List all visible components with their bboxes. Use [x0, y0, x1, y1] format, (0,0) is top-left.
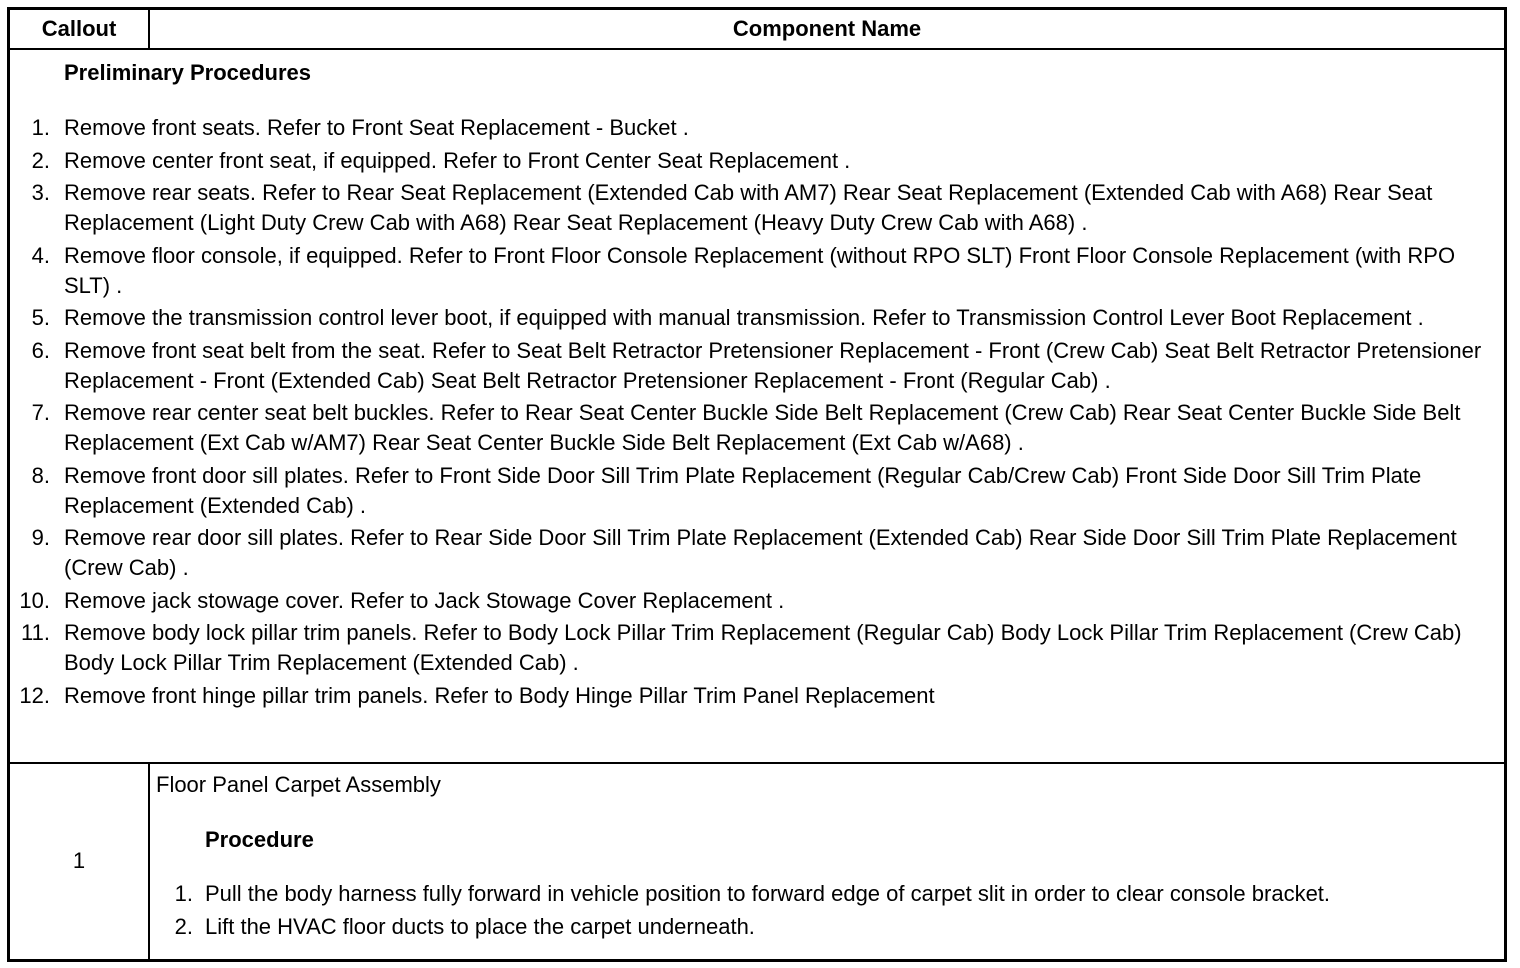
step-text: Remove body lock pillar trim panels. Refer to Body Lock Pillar Trim Replacement (Regular Cab) Body Lock Pillar Trim Replacement (Crew Cab) Body Lock Pillar Trim Replacement (Extended Cab) . — [64, 620, 1462, 675]
step-number: 4. — [31, 242, 50, 268]
list-item — [150, 912, 1504, 942]
preliminary-steps-list — [10, 113, 1504, 711]
table-row — [10, 763, 1504, 959]
preliminary-row — [10, 49, 1504, 763]
step-text: Remove rear seats. Refer to Rear Seat Replacement (Extended Cab with AM7) Rear Seat Replacement (Extended Cab with A68) Rear Seat Replacement (Light Duty Crew Cab with A68) Rear Seat Replacement (Heavy Duty Crew Cab with A68) . — [64, 180, 1433, 235]
preliminary-title: Preliminary Procedures — [64, 60, 312, 85]
component-name: Floor Panel Carpet Assembly — [156, 771, 441, 797]
step-text: Remove front hinge pillar trim panels. Refer to Body Hinge Pillar Trim Panel Replacement — [64, 682, 935, 708]
step-number: 7. — [31, 400, 50, 425]
list-item — [10, 618, 1504, 678]
list-item — [150, 879, 1504, 909]
step-text: Remove front door sill plates. Refer to Front Side Door Sill Trim Plate Replacement (Regular Cab/Crew Cab) Front Side Door Sill Trim Plate Replacement (Extended Cab) . — [64, 462, 1422, 518]
step-number: 12. — [19, 682, 50, 708]
list-item — [10, 586, 1504, 616]
callout-column-header: Callout — [10, 10, 149, 49]
list-item — [10, 398, 1504, 458]
list-item — [10, 241, 1504, 301]
list-item — [10, 146, 1504, 176]
list-item — [10, 178, 1504, 238]
header-row — [10, 10, 1504, 49]
list-item — [10, 303, 1504, 333]
list-item — [10, 681, 1504, 711]
step-number: 10. — [19, 587, 50, 613]
step-number: 9. — [31, 525, 50, 550]
step-number: 2. — [174, 913, 193, 939]
step-text: Remove center front seat, if equipped. Refer to Front Center Seat Replacement . — [64, 147, 851, 173]
procedure-table — [7, 7, 1507, 962]
step-text: Pull the body harness fully forward in vehicle position to forward edge of carpet slit in order to clear console bracket. — [205, 880, 1331, 906]
step-text: Lift the HVAC floor ducts to place the carpet underneath. — [205, 913, 755, 939]
step-number: 11. — [21, 620, 50, 645]
list-item — [10, 523, 1504, 583]
list-item — [10, 461, 1504, 521]
step-text: Remove front seat belt from the seat. Refer to Seat Belt Retractor Pretensioner Replacement - Front (Crew Cab) Seat Belt Retractor Pretensioner Replacement - Front (Extended Cab) Seat Belt Retractor Pretensioner Replacement - Front (Regular Cab) . — [64, 337, 1482, 393]
component-column-header: Component Name — [149, 10, 1504, 49]
step-number: 1. — [174, 880, 193, 906]
step-number: 3. — [31, 180, 50, 205]
procedure-steps-list — [150, 879, 1504, 942]
step-text: Remove the transmission control lever boot, if equipped with manual transmission. Refer to Transmission Control Lever Boot Replacement . — [64, 305, 1424, 330]
step-number: 6. — [31, 337, 50, 363]
list-item — [10, 336, 1504, 396]
step-number: 8. — [31, 462, 50, 488]
component-cell — [149, 763, 1504, 959]
step-text: Remove jack stowage cover. Refer to Jack Stowage Cover Replacement . — [64, 587, 785, 613]
step-text: Remove rear center seat belt buckles. Refer to Rear Seat Center Buckle Side Belt Replacement (Crew Cab) Rear Seat Center Buckle Side Belt Replacement (Ext Cab w/AM7) Rear Seat Center Buckle Side Belt Replacement (Ext Cab w/A68) . — [64, 400, 1461, 455]
component-table — [10, 10, 1504, 959]
step-number: 2. — [31, 147, 50, 173]
step-text: Remove floor console, if equipped. Refer to Front Floor Console Replacement (without RPO SLT) Front Floor Console Replacement (with RPO SLT) . — [64, 242, 1456, 298]
procedure-title: Procedure — [205, 826, 314, 852]
step-text: Remove front seats. Refer to Front Seat Replacement - Bucket . — [64, 115, 689, 140]
list-item — [10, 113, 1504, 143]
step-text: Remove rear door sill plates. Refer to Rear Side Door Sill Trim Plate Replacement (Extended Cab) Rear Side Door Sill Trim Plate Replacement (Crew Cab) . — [64, 525, 1457, 580]
step-number: 5. — [31, 305, 50, 330]
callout-number: 1 — [10, 763, 149, 959]
step-number: 1. — [31, 115, 50, 140]
preliminary-cell — [10, 49, 1504, 763]
